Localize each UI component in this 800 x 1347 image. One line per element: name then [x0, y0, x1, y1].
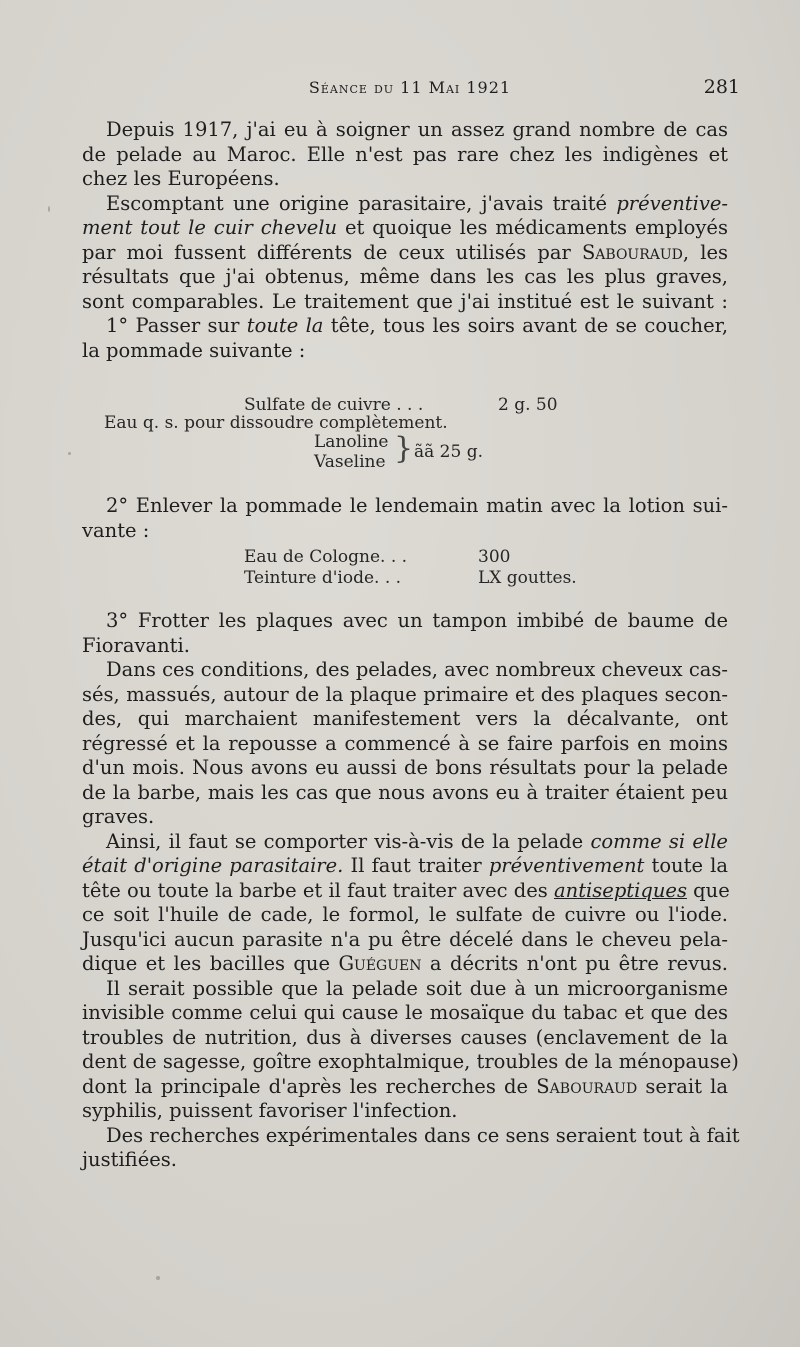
text-line: de pelade au Maroc. Elle n'est pas rare chez les indigènes et — [82, 142, 728, 166]
text-line: troubles de nutrition, dus à diverses causes (enclavement de la — [82, 1025, 728, 1049]
paper-speck — [68, 452, 71, 455]
page-number: 281 — [703, 76, 740, 98]
formula-row: Sulfate de cuivre . . . — [244, 395, 424, 415]
text-line: justifiées. — [82, 1148, 177, 1171]
text-line: dont la principale d'après les recherches de Sabouraud serait la — [82, 1074, 728, 1098]
text-line: des, qui marchaient manifestement vers la décalvante, ont — [82, 707, 728, 730]
text-line: chez les Européens. — [82, 167, 280, 190]
text-line: par moi fussent différents de ceux utilisés par Sabouraud, les — [82, 240, 729, 264]
formula-row: Vaseline — [314, 452, 386, 472]
text-line: 1° Passer sur toute la tête, tous les soirs avant de se coucher, — [106, 314, 729, 337]
text-line: invisible comme celui qui cause le mosaïque du tabac et que des — [82, 1001, 728, 1024]
text-line: tête ou toute la barbe et il faut traiter avec des antiseptiques que — [82, 878, 730, 902]
text-line: Escomptant une origine parasitaire, j'avais traité préventive- — [106, 191, 729, 215]
text-line: graves. — [82, 805, 155, 828]
text-line: ment tout le cuir chevelu et quoique les médicaments employés — [82, 216, 728, 239]
formula-row: Teinture d'iode. . . — [244, 568, 402, 588]
text-line: dent de sagesse, goître exophtalmique, troubles de la ménopause) — [82, 1050, 739, 1073]
text-line: résultats que j'ai obtenus, même dans les cas les plus graves, — [82, 265, 728, 288]
text-line: d'un mois. Nous avons eu aussi de bons résultats pour la pelade — [82, 756, 728, 779]
text-line: ce soit l'huile de cade, le formol, le sulfate de cuivre ou l'iode. — [82, 903, 728, 926]
article-body — [82, 118, 728, 363]
curly-brace-icon: } — [394, 431, 414, 466]
author-name: Sabouraud — [536, 1074, 638, 1098]
text-line: Il serait possible que la pelade soit due à un microorganisme — [106, 976, 728, 1000]
text-line: Ainsi, il faut se comporter vis-à-vis de la pelade comme si elle — [106, 829, 728, 853]
formula-row: Eau de Cologne. . . — [244, 547, 408, 567]
page-header — [80, 76, 740, 106]
text-line: de la barbe, mais les cas que nous avons eu à traiter étaient peu — [82, 780, 728, 804]
text-line: Depuis 1917, j'ai eu à soigner un assez grand nombre de cas — [106, 118, 728, 141]
text-line: Fioravanti. — [82, 633, 190, 657]
text-line: sés, massués, autour de la plaque primaire et des plaques secon- — [82, 682, 728, 706]
text-line: 2° Enlever la pommade le lendemain matin avec la lotion sui- — [106, 494, 728, 517]
author-name: Sabouraud, — [581, 240, 690, 264]
paper-speck — [48, 206, 50, 212]
formula-qty: ãã 25 g. — [414, 442, 483, 462]
text-line: Des recherches expérimentales dans ce sens seraient tout à fait — [106, 1123, 740, 1147]
text-line: vante : — [82, 518, 150, 542]
text-line: 3° Frotter les plaques avec un tampon imbibé de baume de — [106, 609, 728, 632]
text-line: syphilis, puissent favoriser l'infection. — [82, 1099, 458, 1122]
paper-speck — [156, 1276, 160, 1280]
text-line: régressé et la repousse a commencé à se faire parfois en moins — [82, 731, 728, 755]
author-name: Guéguen — [338, 952, 422, 975]
article-body-3 — [82, 609, 740, 1173]
formula-row: Eau q. s. pour dissoudre complètement. — [104, 413, 448, 433]
text-line: était d'origine parasitaire. Il faut traiter préventivement toute la — [82, 854, 728, 877]
text-line: Dans ces conditions, des pelades, avec nombreux cheveux cas- — [106, 658, 728, 681]
running-title: Séance du 11 Mai 1921 — [308, 78, 512, 97]
text-line: sont comparables. Le traitement que j'ai institué est le suivant : — [82, 289, 728, 313]
formula-qty: 2 g. 50 — [498, 395, 558, 415]
formula-qty: LX gouttes. — [478, 568, 577, 588]
formula-row: Lanoline — [314, 432, 389, 452]
formula-qty: 300 — [478, 547, 511, 567]
text-line: Jusqu'ici aucun parasite n'a pu être décelé dans le cheveu pela- — [82, 927, 728, 951]
text-line: la pommade suivante : — [82, 338, 306, 362]
article-body-2 — [82, 494, 728, 543]
text-line: dique et les bacilles que Guéguen a décrits n'ont pu être revus. — [82, 952, 728, 975]
